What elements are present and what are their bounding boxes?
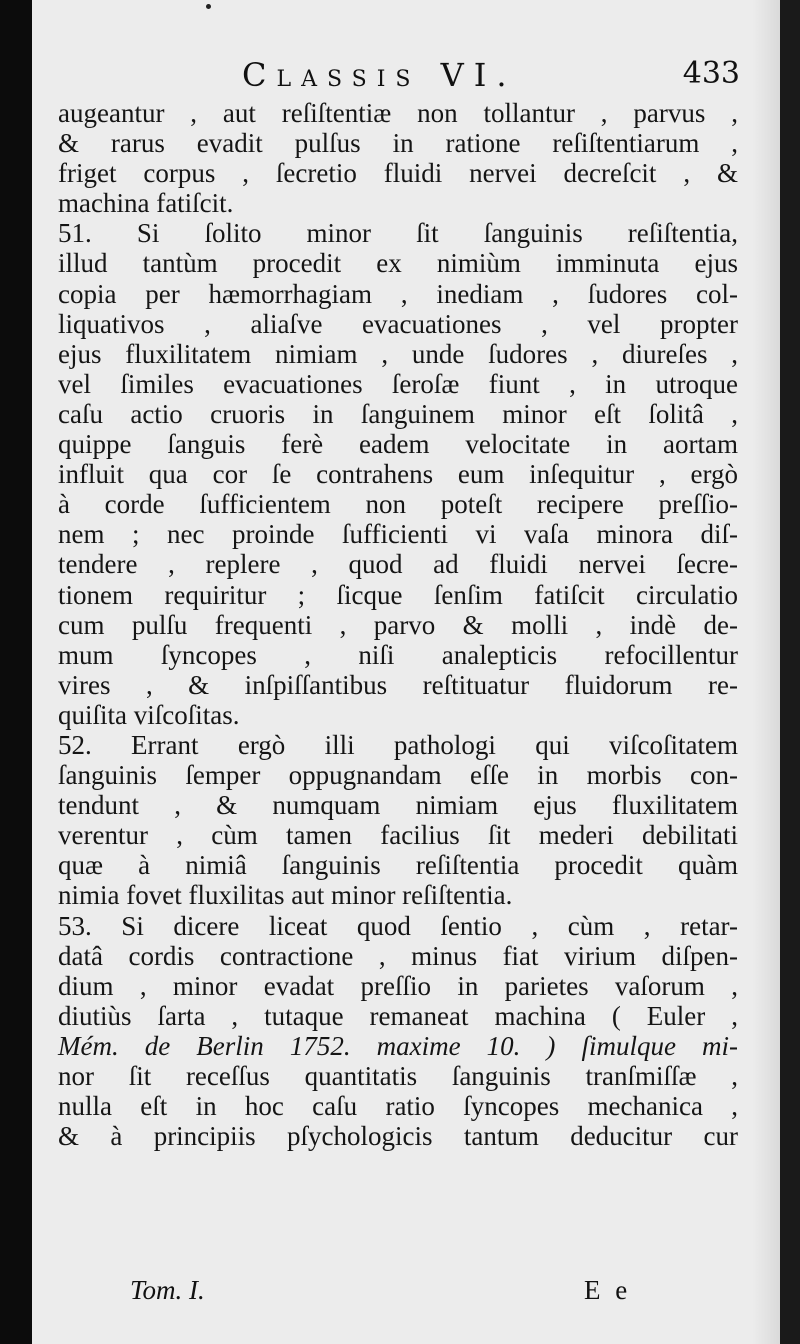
- text-line: copia per hæmorrhagiam , inediam , ſudores col-: [58, 278, 738, 309]
- text-line: liquativos , aliaſve evacuationes , vel propter: [58, 308, 738, 339]
- body-text: [58, 98, 738, 1151]
- text-line: illud tantùm procedit ex nimiùm imminuta ejus: [58, 248, 738, 279]
- text-line: ſanguinis ſemper oppugnandam eſſe in morbis con-: [58, 760, 738, 791]
- text-line: vel ſimiles evacuationes ſeroſæ fiunt , in utroque: [58, 368, 738, 399]
- text-line: tendunt , & numquam nimiam ejus fluxilitatem: [58, 790, 738, 821]
- text-line: tionem requiritur ; ſicque ſenſim fatiſcit circulatio: [58, 579, 738, 610]
- volume-mark: Tom. I.: [130, 1275, 205, 1305]
- text-line: verentur , cùm tamen facilius ſit mederi debilitati: [58, 820, 738, 851]
- text-line: nor ſit receſſus quantitatis ſanguinis tranſmiſſæ ,: [58, 1061, 738, 1091]
- text-line: à corde ſufficientem non poteſt recipere preſſio-: [58, 489, 738, 520]
- text-line: mum ſyncopes , niſi analepticis refocillentur: [58, 639, 738, 670]
- text-line: quæ à nimiâ ſanguinis reſiſtentia procedit quàm: [58, 850, 738, 881]
- text-line: machina fatiſcit.: [58, 188, 234, 219]
- text-line: friget corpus , ſecretio fluidi nervei decreſcit , &: [58, 158, 738, 189]
- text-line: nimia fovet fluxilitas aut minor reſiſtentia.: [58, 880, 513, 911]
- book-page: [32, 0, 780, 1344]
- text-line: cum pulſu frequenti , parvo & molli , indè de-: [58, 609, 738, 640]
- signature-mark: E e: [584, 1275, 632, 1305]
- text-line: dium , minor evadat preſſio in parietes vaſorum ,: [58, 970, 738, 1001]
- text-line: ejus fluxilitatem nimiam , unde ſudores , diureſes ,: [58, 338, 738, 369]
- text-line: nem ; nec proinde ſufficienti vi vaſa minora diſ-: [58, 519, 738, 550]
- page-header: [32, 56, 780, 96]
- text-line: tendere , replere , quod ad fluidi nervei ſecre-: [58, 549, 738, 580]
- page-number: 433: [682, 56, 740, 91]
- paragraph-52-start: 52. Errant ergò illi pathologi qui viſcoſitatem: [58, 729, 738, 760]
- text-line: & rarus evadit pulſus in ratione reſiſtentiarum ,: [58, 128, 738, 159]
- text-line: nulla eſt in hoc caſu ratio ſyncopes mechanica ,: [58, 1091, 738, 1122]
- paragraph-51-start: 51. Si ſolito minor ſit ſanguinis reſiſtentia,: [58, 218, 738, 249]
- paragraph-53-start: 53. Si dicere liceat quod ſentio , cùm , retar-: [58, 910, 738, 941]
- citation-line: Mém. de Berlin 1752. maxime 10. ) ſimulque mi-: [58, 1030, 738, 1061]
- page-footer: [32, 1275, 780, 1315]
- text-line: vires , & inſpiſſantibus reſtituatur fluidorum re-: [58, 669, 738, 700]
- ink-speck: [206, 4, 211, 9]
- running-title: Classis VI.: [242, 56, 517, 94]
- text-line: diutiùs ſarta , tutaque remaneat machina ( Euler ,: [58, 1000, 738, 1031]
- text-line: augeantur , aut reſiſtentiæ non tollantur , parvus ,: [58, 98, 738, 128]
- text-line: influit qua cor ſe contrahens eum inſequitur , ergò: [58, 459, 738, 490]
- text-line: quiſita viſcoſitas.: [58, 699, 240, 730]
- text-line: quippe ſanguis ferè eadem velocitate in aortam: [58, 429, 738, 460]
- text-line: datâ cordis contractione , minus fiat virium diſpen-: [58, 940, 738, 971]
- text-line: caſu actio cruoris in ſanguinem minor eſt ſolitâ ,: [58, 398, 738, 429]
- scan-edge: [780, 0, 800, 1344]
- text-line: & à principiis pſychologicis tantum deducitur cur: [58, 1121, 738, 1152]
